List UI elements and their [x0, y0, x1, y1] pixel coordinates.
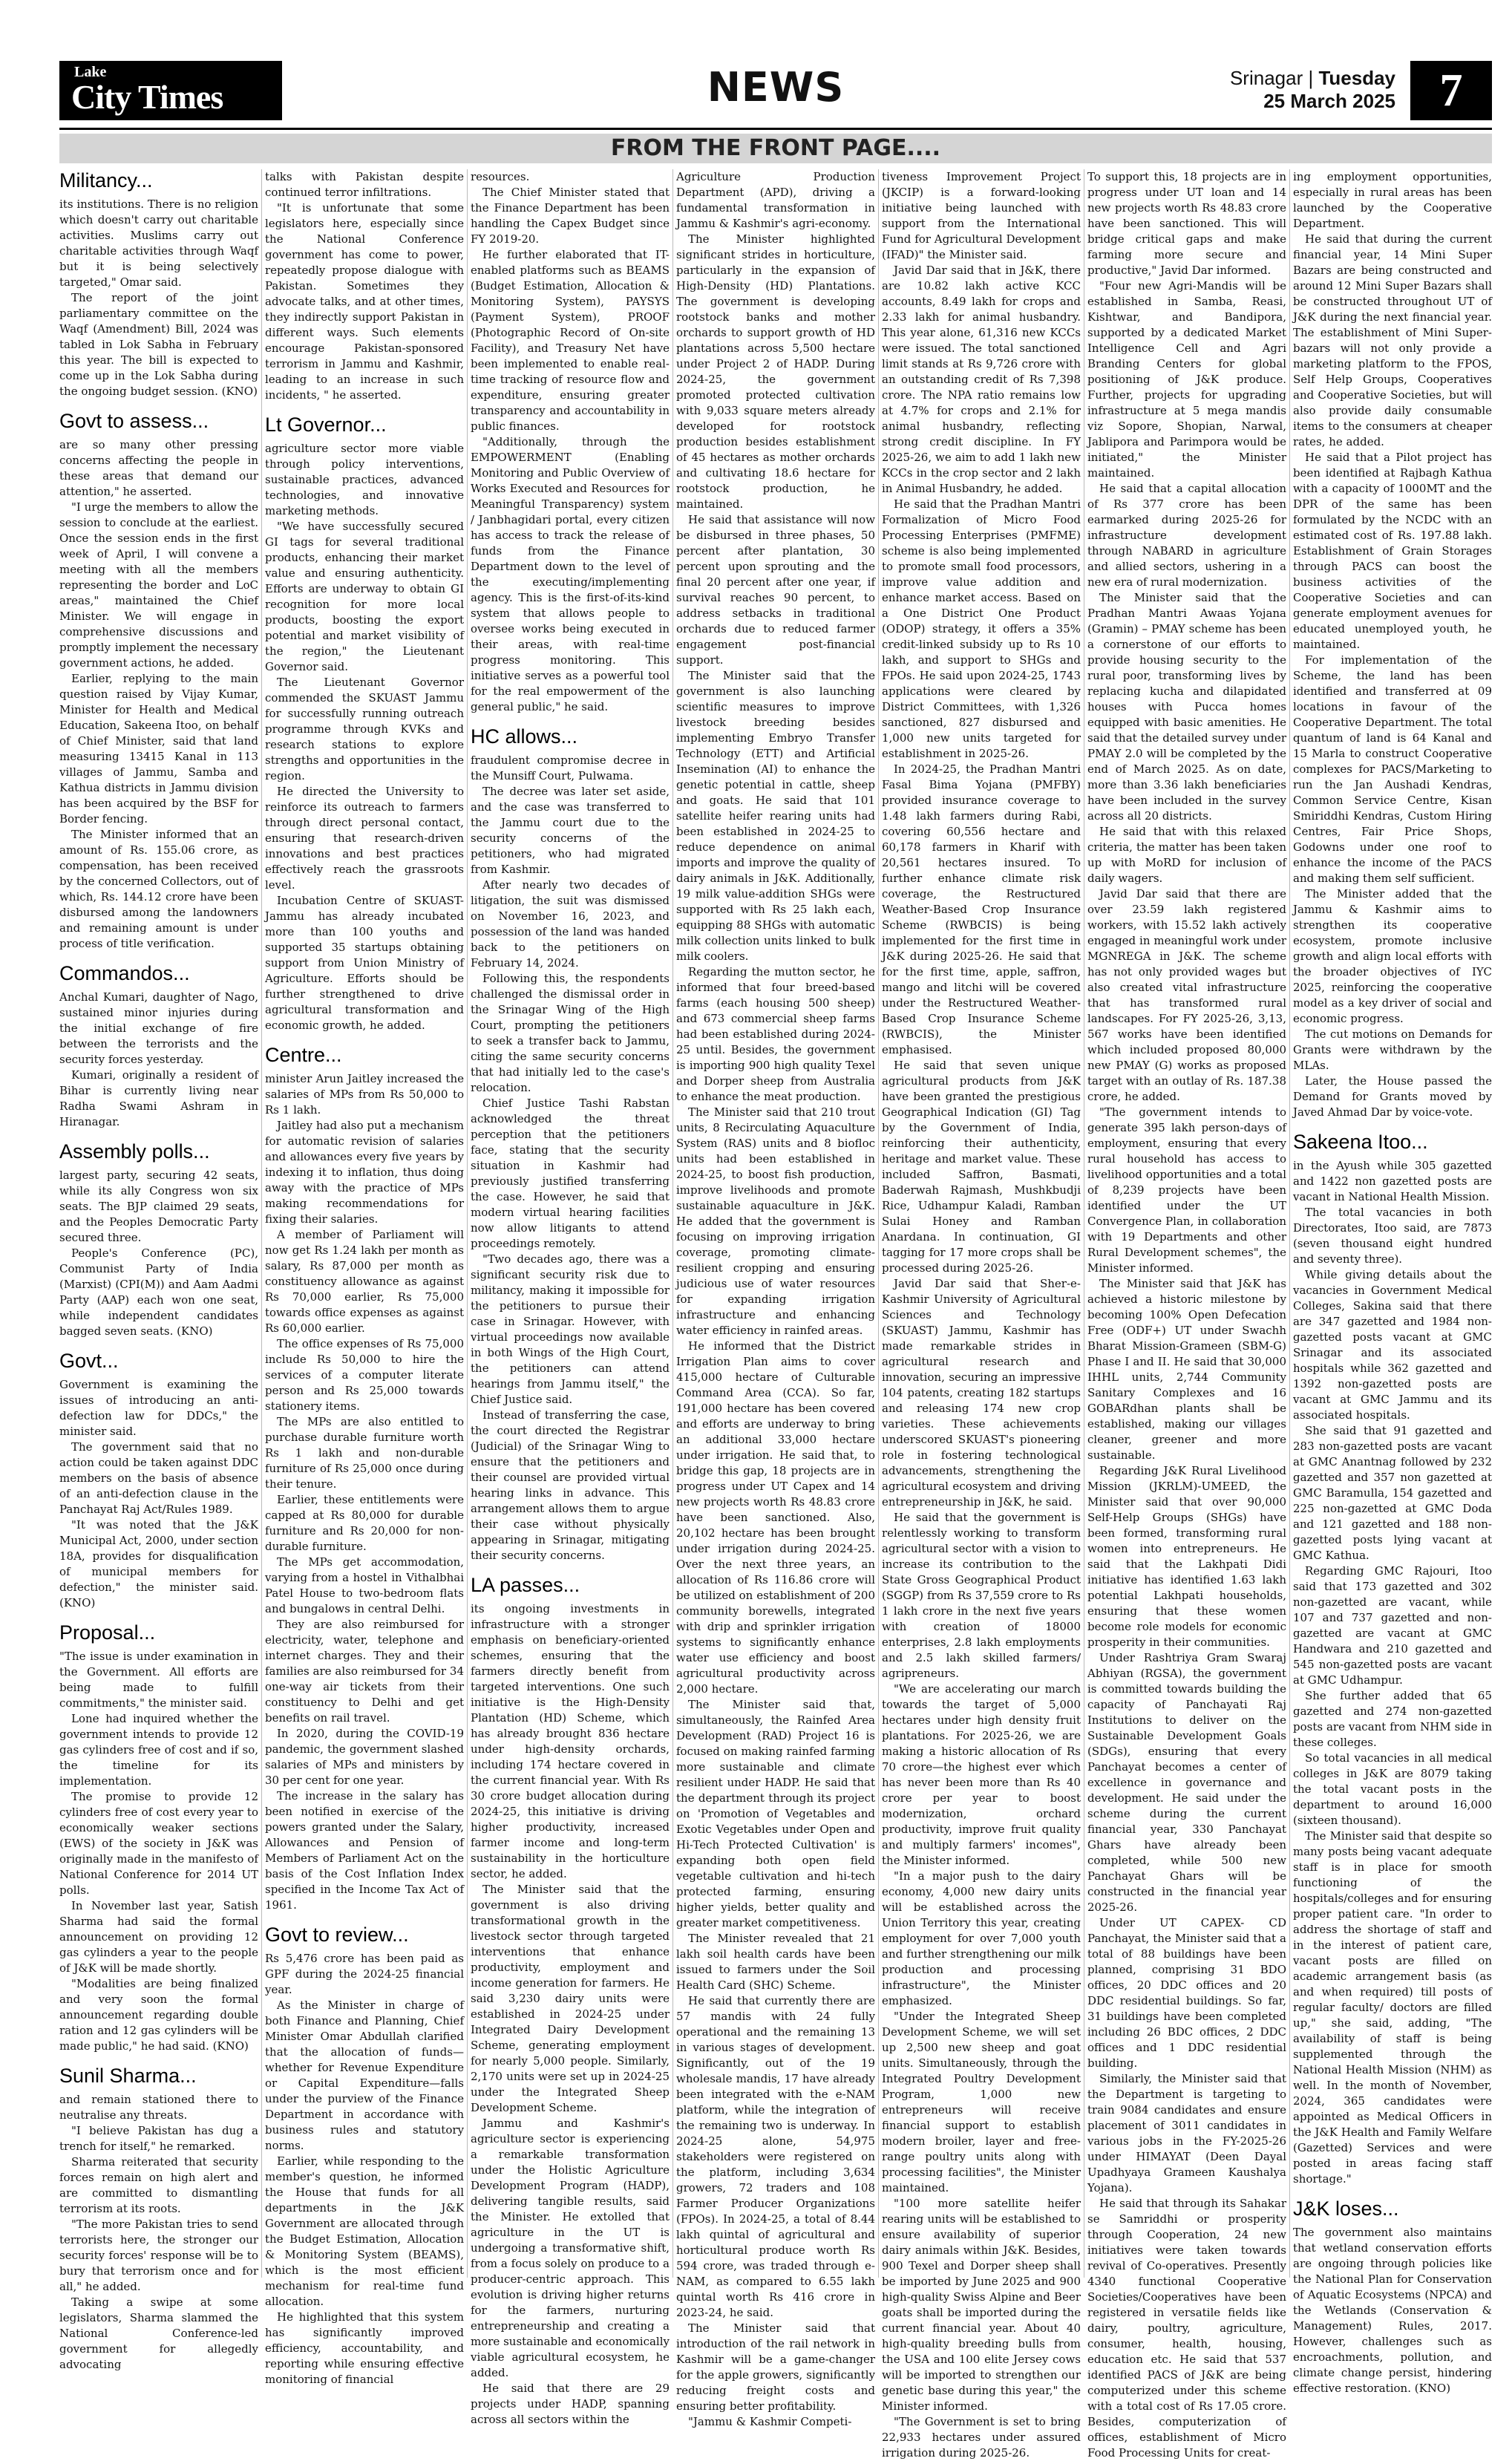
- story-paragraph: "Two decades ago, there was a significant security risk due to militancy, making it impossible for the petitioners to pursue their case in Srinagar. However, with virtual proceedings now available in both Wings of the High Court, the petitioners can attend hearings from Jammu itself," the Chief Justice said.: [471, 1252, 670, 1406]
- story-paragraph: He said that seven unique agricultural products from J&K have been granted the prestigious Geographical Indication (GI) Tag by the Government of India, reinforcing their authenticity, heritage and market value. These included Saffron, Basmati, Baderwah Rajmash, Mushkbudji Rice, Udhampur Kaladi, Ramban Sulai Honey and Ramban Anardana. In continuation, GI tagging for 17 more crops shall be processed during 2025-26.: [882, 1059, 1081, 1275]
- column: [265, 169, 464, 2386]
- story-paragraph: "Under the Integrated Sheep Development Scheme, we will set up 2,500 new sheep and goat units. Simultaneously, through the Integrated Poultry Development Program, 1,000 new entrepreneurs will receive financial support to establish modern broiler, layer and free-range poultry units along with processing facilities", the Minister maintained.: [882, 2010, 1081, 2194]
- story-paragraph: For implementation of the Scheme, the land has been identified and transferred at 09 locations in favour of the Cooperative Department. The total quantum of land is 64 Kanal and 15 Marla to construct Cooperative complexes for PACS/Marketing to run the Jan Aushadi Kendras, Common Service Centre, Kisan Smiriddhi Kendras, Custom Hiring Centres, Fair Price Shops, Godowns under one roof to enhance the income of the PACS and making them self sufficient.: [1293, 653, 1492, 885]
- story-paragraph: After nearly two decades of litigation, the suit was dismissed on November 16, 2023, and possession of the land was handed back to the petitioners on February 14, 2024.: [471, 878, 670, 970]
- story-paragraph: They are also reimbursed for electricity, water, telephone and internet charges. They and their families are also reimbursed for 34 one-way air tickets from their constituency to Delhi and get benefits on rail travel.: [265, 1618, 464, 1725]
- story-paragraph: In 2020, during the COVID-19 pandemic, the government slashed salaries of MPs and ministers by 30 per cent for one year.: [265, 1727, 464, 1787]
- story-paragraph: "Four new Agri-Mandis will be established in Samba, Reasi, Kishtwar, and Bandipora, supported by a dedicated Market Intelligence Cell and Agri Branding Centers for global positioning of J&K produce. Further, projects for upgrading infrastructure at 5 mega mandis viz Sopore, Shopian, Narwal, Jablipora and Parimpora would be initiated," the Minister maintained.: [1087, 279, 1286, 480]
- story-paragraph: He said that a Pilot project has been identified at Rajbagh Kathua with a capacity of 1000MT and the DPR of the same has been formulated by the NCDC with an estimated cost of Rs. 197.88 lakh. Establishment of Grain Storages through PACS can boost the business activities of the Cooperative Societies and can generate employment avenues for educated unemployed youth, he maintained.: [1293, 451, 1492, 651]
- story-paragraph: He said that the Pradhan Mantri Formalization of Micro Food Processing Enterprises (PMFME) scheme is also being implemented to promote small food processors, improve value addition and enhance market access. Based on a One District One Product (ODOP) strategy, it offers a 35% credit-linked subsidy up to Rs 10 lakh, and support to SHGs and FPOs. He said upon 2024-25, 1743 applications were cleared by District Committees, with 1,326 sanctioned, 827 disbursed and 1,000 new units targeted for establishment in 2025-26.: [882, 497, 1081, 760]
- story-paragraph: agriculture sector more viable through policy interventions, sustainable practices, advanced technologies, and innovative marketing methods.: [265, 442, 464, 517]
- story-paragraph: "Jammu & Kashmir Competi-: [688, 2415, 852, 2428]
- story-paragraph: fraudulent compromise decree in the Munsiff Court, Pulwama.: [471, 754, 670, 782]
- story-paragraph: In November last year, Satish Sharma had said the formal announcement on providing 12 gas cylinders a year to the people of J&K will be made shortly.: [59, 1899, 258, 1975]
- story-paragraph: The Minister said that 210 trout units, 8 Recirculating Aquaculture System (RAS) units and 8 biofloc units had been established in 2024-25, to boost fish production, improve livelihoods and promote sustainable aquaculture in J&K. He added that the government is focusing on improving irrigation coverage, promoting climate-resilient cropping and ensuring judicious use of water resources for expanding irrigation infrastructure and enhancing water efficiency in rainfed areas.: [676, 1105, 875, 1337]
- column-divider: [878, 169, 879, 2278]
- logo-small-text: Lake: [74, 64, 107, 80]
- story-paragraph: He said that through its Sahakar se Samriddhi or prosperity through Cooperation, 24 new initiatives were taken towards revival of Co-operatives. Presently 4340 functional Cooperative Societies/Cooperatives have been registered in versatile fields like dairy, poultry, agriculture, consumer, health, housing, education etc. He said that 537 identified PACS of J&K are being computerized under this scheme with a total cost of Rs 17.05 crore. Besides, computerization of offices, establishment of Micro Food Processing Units for creat-: [1087, 2197, 1286, 2460]
- dateline-date: 25 March 2025: [1263, 90, 1395, 112]
- story-paragraph: Earlier, while responding to the member's question, he informed the House that funds for all departments in the J&K Government are allocated through the Budget Estimation, Allocation & Monitoring System (BEAMS), which is the most efficient mechanism for real-time fund allocation.: [265, 2154, 464, 2308]
- column-divider: [672, 169, 673, 2278]
- story-paragraph: "The issue is under examination in the Government. All efforts are being made to fulfill commitments," the minister said.: [59, 1650, 258, 1710]
- story-paragraph: "It was noted that the J&K Municipal Act, 2000, under section 18A, provides for disqualification of municipal members for defection," the minister said. (KNO): [59, 1518, 258, 1609]
- story-paragraph: Under UT CAPEX- CD Panchayat, the Minister said that a total of 88 buildings have been planned, comprising 31 BDO offices, 20 DDC offices and 20 DDC residential buildings. So far, 31 buildings have been completed including 26 BDC offices, 2 DDC offices and 1 DDC residential building.: [1087, 1916, 1286, 2070]
- column-divider: [261, 169, 262, 2278]
- column-divider: [467, 169, 468, 2278]
- story-paragraph: Jaitley had also put a mechanism for automatic revision of salaries and allowances every five years by indexing it to inflation, thus doing away with the practice of MPs making recommendations for fixing their salaries.: [265, 1119, 464, 1226]
- story-paragraph: He said that with this relaxed criteria, the matter has been taken up with MoRD for inclusion of daily wagers.: [1087, 825, 1286, 885]
- story-paragraph: The MPs get accommodation, varying from a hostel in Vithalbhai Patel House to two-bedroom flats and bungalows in central Delhi.: [265, 1555, 464, 1615]
- story-heading: Govt to assess...: [59, 410, 209, 432]
- story-paragraph: The Minister said that introduction of the rail network in Kashmir will be a game-changer for the apple growers, significantly reducing freight costs and ensuring better profitability.: [676, 2321, 875, 2413]
- story-paragraph: He said that assistance will now be disbursed in three phases, 50 percent after plantation, 30 percent upon sprouting and the final 20 percent after one year, if survival reaches 90 percent, to address setbacks in traditional orchards due to reduced farmer engagement post-financial support.: [676, 513, 875, 667]
- story-paragraph: Taking a swipe at some legislators, Sharma slammed the National Conference-led government for allegedly advocating: [59, 2295, 258, 2371]
- story-paragraph: The Minister revealed that 21 lakh soil health cards have been issued to farmers under the Soil Health Card (SHC) Scheme.: [676, 1932, 875, 1992]
- story-paragraph: Regarding the mutton sector, he informed that four breed-based farms (each housing 500 sheep) and 673 commercial sheep farms had been established during 2024-25 until. Besides, the government is importing 900 high quality Texel and Dorper sheep from Australia to enhance the meat production.: [676, 965, 875, 1103]
- dateline-city: Srinagar |: [1229, 67, 1319, 89]
- story-paragraph: "100 more satellite heifer rearing units will be established to ensure availability of superior dairy animals within J&K. Besides, 900 Texel and Dorper sheep shall be imported by June 2025 and 900 high-quality Swiss Alpine and Beer goats shall be imported during the current financial year. About 40 high-quality breeding bulls from the USA and 100 elite Jersey cows will be imported to strengthen our genetic base during this year," the Minister informed.: [882, 2197, 1081, 2413]
- story-paragraph: "We have successfully secured GI tags for several traditional products, enhancing their market value and ensuring authenticity. Efforts are underway to obtain GI recognition for more local products, boosting the export potential and market visibility of the region," the Lieutenant Governor said.: [265, 520, 464, 673]
- story-paragraph: "I urge the members to allow the session to conclude at the earliest. Once the session ends in the first week of April, I will convene a meeting with all the members representing the border and LoC areas," maintained the Chief Minister. We will engage in comprehensive discussions and promptly implement the necessary government actions, he added.: [59, 500, 259, 670]
- masthead: [59, 59, 1492, 130]
- story-paragraph: He said that currently there are 57 mandis with 24 fully operational and the remaining 13 in various stages of development. Significantly, out of the 19 wholesale mandis, 17 have already been integrated with the e-NAM platform, while the integration of the remaining two is underway. In 2024-25 alone, 54,975 stakeholders were registered on the platform, including 3,634 growers, 72 traders and 108 Farmer Producer Organizations (FPOs). In 2024-25, a total of 8.44 lakh quintal of agricultural and horticultural produce worth Rs 594 crore, was traded through e-NAM, as compared to 6.55 lakh quintal worth Rs 416 crore in 2023-24, he said.: [676, 1994, 875, 2319]
- page-number: 7: [1410, 61, 1492, 120]
- story-paragraph: "Modalities are being finalized and very soon the formal announcement regarding double ration and 12 gas cylinders will be made public," he had said. (KNO): [59, 1977, 258, 2053]
- story-paragraph: its ongoing investments in infrastructure with a stronger emphasis on beneficiary-oriented schemes, ensuring that the farmers directly benefit from targeted interventions. One such initiative is the High-Density Plantation (HD) Scheme, which has already brought 836 hectare under high-density orchards, including 174 hectare covered in the current financial year. With Rs 30 crore budget allocation during 2024-25, this initiative is driving higher productivity, increased farmer income and long-term sustainability in the horticulture sector, he added.: [471, 1602, 670, 1880]
- story-paragraph: The office expenses of Rs 75,000 include Rs 50,000 to hire the services of a computer literate person and Rs 25,000 towards stationery items.: [265, 1337, 464, 1413]
- story-paragraph: The Minister said that the Pradhan Mantri Awaas Yojana (Gramin) – PMAY scheme has been a cornerstone of our efforts to provide housing security to the rural poor, transforming lives by replacing kucha and dilapidated houses with Pucca homes equipped with basic amenities. He said that the detailed survey under PMAY 2.0 will be completed by the end of March 2025. As on date, more than 3.36 lakh beneficiaries have been included in the survey across all 20 districts.: [1087, 591, 1286, 823]
- column: [1293, 169, 1492, 2395]
- story-paragraph: resources.: [471, 170, 530, 183]
- story-paragraph: So total vacancies in all medical colleges in J&K are 8079 taking the total vacant posts in the department to around 16,000 (sixteen thousand).: [1293, 1751, 1492, 1827]
- story-paragraph: In 2024-25, the Pradhan Mantri Fasal Bima Yojana (PMFBY) provided insurance coverage to 1.48 lakh farmers during Rabi, covering 60,556 hectare and 60,178 farmers in Kharif with 20,561 hectares insured. To further enhance climate risk coverage, the Restructured Weather-Based Crop Insurance Scheme (RWBCIS) is being implemented for the first time in J&K during 2025-26. He said that for the first time, apple, saffron, mango and litchi will be covered under the Restructured Weather-Based Crop Insurance Scheme (RWBCIS), the Minister emphasised.: [882, 762, 1081, 1056]
- story-paragraph: The Minister highlighted significant strides in horticulture, particularly in the expansion of High-Density (HD) Plantations. The government is developing rootstock banks and mother orchards to support growth of HD plantations across 5,500 hectare under Project 2 of HADP. During 2024-25, the government promoted protected cultivation with 9,033 square meters already developed for rootstock production besides establishment of 45 hectares as mother orchards and cultivating 18.6 hectare for rootstock production, he maintained.: [676, 232, 875, 511]
- story-paragraph: The government also maintains that wetland conservation efforts are ongoing through policies like the National Plan for Conservation of Aquatic Ecosystems (NPCA) and the Wetlands (Conservation & Management) Rules, 2017. However, challenges such as encroachments, pollution, and climate change persist, hindering effective restoration. (KNO): [1293, 2226, 1492, 2395]
- story-paragraph: and remain stationed there to neutralise any threats.: [59, 2093, 258, 2122]
- story-paragraph: The promise to provide 12 cylinders free of cost every year to economically weaker sections (EWS) of the society in J&K was originally made in the manifesto of National Conference for 2014 UT polls.: [59, 1790, 258, 1897]
- story-paragraph: While giving details about the vacancies in Government Medical Colleges, Sakina said that there are 347 gazetted and 1984 non-gazetted posts vacant at GMC Srinagar and its associated hospitals while 362 gazetted and 1392 non-gazetted posts are vacant at GMC Jammu and its associated hospitals.: [1293, 1268, 1492, 1422]
- story-paragraph: The Minister added that the Jammu & Kashmir aims to strengthen its cooperative ecosystem, promote inclusive growth and align local efforts with the broader objectives of IYC 2025, reinforcing the cooperative model as a key driver of social and economic progress.: [1293, 887, 1492, 1025]
- story-heading: Sunil Sharma...: [59, 2065, 197, 2087]
- story-heading: Lt Governor...: [265, 414, 387, 436]
- logo-big-text: City Times: [71, 78, 223, 116]
- story-paragraph: Following this, the respondents challenged the dismissal order in the Srinagar Wing of the High Court, prompting the petitioners to seek a transfer back to Jammu, citing the same security concerns that had initially led to the case's relocation.: [471, 972, 670, 1094]
- story-paragraph: Sharma reiterated that security forces remain on high alert and are committed to dismantling terrorism at its roots.: [59, 2155, 258, 2215]
- story-paragraph: Government is examining the issues of introducing an anti-defection law for DDCs," the minister said.: [59, 1378, 258, 1438]
- story-paragraph: in the Ayush while 305 gazetted and 1422 non gazetted posts are vacant in National Health Mission.: [1293, 1159, 1492, 1203]
- column-divider: [1289, 169, 1290, 2278]
- story-paragraph: People's Conference (PC), Communist Party of India (Marxist) (CPI(M)) and Aam Aadmi Party (AAP) each won one seat, while independent candidates bagged seven seats. (KNO): [59, 1246, 258, 1338]
- story-paragraph: "I believe Pakistan has dug a trench for itself," he remarked.: [59, 2124, 258, 2153]
- story-paragraph: tiveness Improvement Project (JKCIP) is a forward-looking initiative being launched with support from the International Fund for Agricultural Development (IFAD)" the Minister said.: [882, 170, 1081, 261]
- story-paragraph: He directed the University to reinforce its outreach to farmers through direct personal contact, ensuring that research-driven innovations and best practices effectively reach the grassroots level.: [265, 785, 464, 892]
- story-heading: LA passes...: [471, 1574, 580, 1596]
- story-heading: Govt to review...: [265, 1924, 409, 1946]
- story-paragraph: The Minister said that, simultaneously, the Rainfed Area Development (RAD) Project 16 is focused on making rainfed farming more sustainable and climate resilient under HADP. He said that the department through its project on 'Promotion of Vegetables and Exotic Vegetables under Open and Hi-Tech Protected Cultivation' is expanding both open field vegetable cultivation and hi-tech protected farming, ensuring higher yields, better quality and greater market competitiveness.: [676, 1698, 875, 1929]
- story-paragraph: "The Government is set to bring 22,933 hectares under assured irrigation during 2025-26.: [882, 2415, 1081, 2460]
- story-paragraph: The government said that no action could be taken against DDC members on the basis of absence of an anti-defection clause in the Panchayat Raj Act/Rules 1989.: [59, 1440, 258, 1516]
- story-paragraph: The cut motions on Demands for Grants were withdrawn by the MLAs.: [1293, 1027, 1492, 1072]
- story-paragraph: He said that there are 29 projects under HADP, spanning across all sectors within the: [471, 2382, 670, 2426]
- story-paragraph: "We are accelerating our march towards the target of 5,000 hectares under high density fruit plantations. For 2025-26, we are making a historic allocation of Rs 70 crore—the highest ever which has never been more than Rs 40 crore per year to boost modernization, orchard productivity, improve fruit quality and multiply farmers' incomes", the Minister informed.: [882, 1682, 1081, 1867]
- story-paragraph: Regarding GMC Rajouri, Itoo said that 173 gazetted and 302 non-gazetted are vacant, while 107 and 737 gazetted and non-gazetted are vacant at GMC Handwara and 210 gazetted and 545 non-gazetted posts are vacant at GMC Udhampur.: [1293, 1564, 1492, 1687]
- story-paragraph: "It is unfortunate that some legislators here, especially since the National Conference government has come to power, repeatedly propose dialogue with Pakistan. Sometimes they advocate talks, and at other times, they indirectly support Pakistan in different ways. Such elements encourage Pakistan-sponsored terrorism in Jammu and Kashmir, leading to an increase in such incidents, " he asserted.: [265, 201, 464, 402]
- story-paragraph: The Minister informed that an amount of Rs. 155.06 crore, as compensation, has been received by the concerned Collectors, out of which, Rs. 144.12 crore have been disbursed among the landowners and remaining amount is under process of title verification.: [59, 828, 258, 950]
- story-paragraph: Regarding J&K Rural Livelihood Mission (JKRLM)-UMEED, the Minister said that over 90,000 Self-Help Groups (SHGs) have been formed, transforming rural women into entrepreneurs. He said that the Lakhpati Didi initiative has identified 1.63 lakh potential Lakhpati households, ensuring that these women become role models for economic prosperity in their communities.: [1087, 1464, 1286, 1649]
- column: [882, 169, 1081, 2460]
- story-paragraph: its institutions. There is no religion which doesn't carry out charitable activities. Muslims carry out charitable activities through Waqf but it is being selectively targeted," Omar said.: [59, 197, 258, 289]
- story-paragraph: He informed that the District Irrigation Plan aims to cover 415,000 hectare of Culturable Command Area (CCA). So far, 191,000 hectare has been covered and efforts are underway to bring an additional 33,000 hectare under irrigation. He said that, to bridge this gap, 18 projects are in progress under UT Capex and 14 new projects worth Rs 48.83 crore have been sanctioned. Also, 20,102 hectare has been brought under irrigation during 2024-25. Over the next three years, an allocation of Rs 116.86 crore will be utilized on establishment of 200 community borewells, integrated with drip and sprinkler irrigation systems to significantly enhance water use efficiency and boost agricultural productivity across 2,000 hectare.: [676, 1339, 875, 1696]
- story-paragraph: largest party, securing 42 seats, while its ally Congress won six seats. The BJP claimed 29 seats, and the Peoples Democratic Party secured three.: [59, 1169, 258, 1244]
- story-paragraph: The Minister said that the government is also launching scientific measures to improve livestock breeding besides implementing Embryo Transfer Technology (ETT) and Artificial Insemination (AI) to enhance the genetic potential in cattle, sheep and goats. He said that 101 satellite heifer rearing units had been established in 2024-25 to reduce dependence on animal imports and improve the quality of dairy animals in J&K. Additionally, 19 milk value-addition SHGs were supported with Rs 25 lakh each, equipping 88 SHGs with automatic milk collection units linked to bulk milk coolers.: [676, 669, 875, 963]
- story-heading: Sakeena Itoo...: [1293, 1131, 1428, 1153]
- story-heading: Proposal...: [59, 1621, 156, 1644]
- story-paragraph: The report of the joint parliamentary committee on the Waqf (Amendment) Bill, 2024 was tabled in Lok Sabha in February this year. The bill is expected to come up in the Lok Sabha during the ongoing budget session. (KNO): [59, 291, 258, 398]
- story-paragraph: The increase in the salary has been notified in exercise of the powers granted under the Salary, Allowances and Pension of Members of Parliament Act on the basis of the Cost Inflation Index specified in the Income Tax Act of 1961.: [265, 1789, 464, 1912]
- story-paragraph: ing employment opportunities, especially in rural areas has been launched by the Cooperative Department.: [1293, 170, 1492, 230]
- story-paragraph: Earlier, these entitlements were capped at Rs 80,000 for durable furniture and Rs 20,000 for non-durable furniture.: [265, 1493, 464, 1553]
- story-paragraph: Later, the House passed the Demand for Grants moved by Javed Ahmad Dar by voice-vote.: [1293, 1074, 1492, 1119]
- story-paragraph: The Lieutenant Governor commended the SKUAST Jammu for successfully running outreach programme through KVKs and research stations to explore strengths and opportunities in the region.: [265, 676, 464, 782]
- column: [59, 169, 259, 2371]
- dateline-day: Tuesday: [1318, 67, 1395, 89]
- story-heading: Commandos...: [59, 962, 190, 984]
- story-paragraph: "In a major push to the dairy economy, 4,000 new dairy units will be established across the Union Territory this year, creating employment for over 7,000 youth and further strengthening our milk production and processing infrastructure", the Minister emphasized.: [882, 1869, 1081, 2007]
- story-paragraph: The decree was later set aside, and the case was transferred to the Jammu court due to the security concerns of the petitioners, who had migrated from Kashmir.: [471, 785, 670, 876]
- story-paragraph: Chief Justice Tashi Rabstan acknowledged the threat perception that the petitioners face, stating that the security situation in Kashmir had previously justified transferring the case. However, he said that modern virtual hearing facilities now allow litigants to attend proceedings remotely.: [471, 1096, 670, 1250]
- column: [676, 169, 875, 2428]
- column: [1087, 169, 1286, 2460]
- section-title: NEWS: [707, 64, 845, 111]
- story-heading: J&K loses...: [1293, 2197, 1399, 2220]
- column: [471, 169, 670, 2426]
- story-paragraph: Earlier, replying to the main question raised by Vijay Kumar, Minister for Health and Medical Education, Sakeena Itoo, on behalf of Chief Minister, said that land measuring 13415 Kanal in 113 villages of Jammu, Samba and Kathua districts in Jammu division has been acquired by the BSF for Border fencing.: [59, 672, 258, 826]
- story-heading: Centre...: [265, 1044, 342, 1066]
- story-paragraph: The Minister said that the government is also driving transformational growth in the livestock sector through targeted interventions that enhance productivity, employment and income generation for farmers. He said 3,230 dairy units were established in 2024-25 under Integrated Dairy Development Scheme, generating employment for nearly 5,000 people. Similarly, 2,170 units were set up in 2024-25 under the Integrated Sheep Development Scheme.: [471, 1883, 670, 2114]
- story-paragraph: He further elaborated that IT-enabled platforms such as BEAMS (Budget Estimation, Allocation & Monitoring System), PAYSYS (Payment System), PROOF (Photographic Record of On-site Facility), and Treasury Net have been implemented to enable real-time tracking of resource flow and expenditure, ensuring greater transparency and accountability in public finances.: [471, 248, 670, 433]
- story-paragraph: talks with Pakistan despite continued terror infiltrations.: [265, 170, 464, 199]
- story-paragraph: Rs 5,476 crore has been paid as GPF during the 2024-25 financial year.: [265, 1952, 464, 1996]
- story-paragraph: Similarly, the Minister said that the Department is targeting to train 9084 candidates and ensure placement of 3011 candidates in various jobs in the FY-2025-26 under HIMAYAT (Deen Dayal Upadhyaya Grameen Kaushalya Yojana).: [1087, 2072, 1286, 2194]
- story-paragraph: She said that 91 gazetted and 283 non-gazetted posts are vacant at GMC Anantnag followed by 232 gazetted and 357 non gazetted at GMC Baramulla, 154 gazetted and 225 non-gazetted at GMC Doda and 121 gazetted and 188 non-gazetted posts lying vacant at GMC Kathua.: [1293, 1424, 1492, 1562]
- story-paragraph: Anchal Kumari, daughter of Nago, sustained minor injuries during the initial exchange of fire between the terrorists and the security forces yesterday.: [59, 990, 258, 1066]
- story-paragraph: Javid Dar said that there are over 23.59 lakh registered workers, with 15.52 lakh actively engaged in meaningful work under MGNREGA in J&K. The scheme has not only provided wages but also created vital infrastructure that has transformed rural landscapes. For FY 2025-26, 3,13, 567 works have been identified which included proposed 80,000 new PMAY (G) works as proposed target with an outlay of Rs. 187.38 crore, he added.: [1087, 887, 1286, 1103]
- story-paragraph: The Chief Minister stated that the Finance Department has been handling the Capex Budget since FY 2019-20.: [471, 186, 670, 246]
- story-paragraph: A member of Parliament will now get Rs 1.24 lakh per month as salary, Rs 87,000 per month as constituency allowance as against Rs 70,000 earlier, Rs 75,000 towards office expenses as against Rs 60,000 earlier.: [265, 1228, 464, 1335]
- story-paragraph: Javid Dar said that in J&K, there are 10.82 lakh active KCC accounts, 8.49 lakh for crops and 2.33 lakh for animal husbandry. This year alone, 61,316 new KCCs were issued. The total sanctioned limit stands at Rs 9,726 crore with an outstanding credit of Rs 7,398 crore. The NPA ratio remains low at 4.7% for crops and 2.1% for animal husbandry, reflecting strong credit discipline. In FY 2025-26, we aim to add 1 lakh new KCCs in the crop sector and 2 lakh in Animal Husbandry, he added.: [882, 264, 1081, 495]
- story-heading: Militancy...: [59, 169, 153, 192]
- story-heading: Govt...: [59, 1350, 119, 1372]
- story-paragraph: Javid Dar said that Sher-e-Kashmir University of Agricultural Sciences and Technology (SKUAST) Jammu, Kashmir has made remarkable strides in agricultural research and innovation, securing an impressive 104 patents, creating 182 startups and releasing 174 new crop varieties. These achievements underscored SKUAST's pioneering role in fostering technological advancements, strengthening the agricultural ecosystem and driving entrepreneurship in J&K, he said.: [882, 1277, 1081, 1509]
- front-page-banner: FROM THE FRONT PAGE....: [59, 134, 1492, 163]
- story-paragraph: "The more Pakistan tries to send terrorists here, the stronger our security forces' response will be to bury that terrorism once and for all," he added.: [59, 2217, 258, 2293]
- story-paragraph: She further added that 65 gazetted and 274 non-gazetted posts are vacant from NHM side in these colleges.: [1293, 1689, 1492, 1749]
- story-paragraph: The Minister said that J&K has achieved a historic milestone by becoming 100% Open Defecation Free (ODF+) UT under Swachh Bharat Mission-Grameen (SBM-G) Phase I and II. He said that 30,000 IHHL units, 2,744 Community Sanitary Complexes and 16 GOBARdhan plants shall be established, making our villages cleaner, greener and more sustainable.: [1087, 1277, 1286, 1462]
- story-paragraph: The MPs are also entitled to purchase durable furniture worth Rs 1 lakh and non-durable furniture of Rs 25,000 once during their tenure.: [265, 1415, 464, 1491]
- story-paragraph: He highlighted that this system has significantly improved efficiency, accountability, and reporting while ensuring effective monitoring of financial: [265, 2310, 464, 2386]
- story-paragraph: "Additionally, through the EMPOWERMENT (Enabling Monitoring and Public Overview of Works Executed and Resources for Meaningful Transparency) system / Janbhagidari portal, every citizen has access to track the release of funds from the Finance Department down to the level of the executing/implementing agency. This is the first-of-its-kind system that allows people to oversee works being executed in their areas, with real-time progress monitoring. This initiative serves as a powerful tool for the real empowerment of the general public," he said.: [471, 435, 670, 713]
- story-paragraph: He said that a capital allocation of Rs 377 crore has been earmarked during 2025-26 for infrastructure development through NABARD in agriculture and allied sectors, ushering in a new era of rural modernization.: [1087, 482, 1286, 589]
- story-paragraph: Lone had inquired whether the government intends to provide 12 gas cylinders free of cost and if so, the timeline for its implementation.: [59, 1712, 258, 1788]
- story-paragraph: are so many other pressing concerns affecting the people in these areas that demand our attention," he asserted.: [59, 438, 258, 498]
- story-paragraph: The Minister said that despite so many posts being vacant adequate staff is in place for smooth functioning of the hospitals/colleges and for ensuring proper patient care. "In order to address the shortage of staff and in the interest of patient care, vacant posts are filled on academic arrangement basis (as and when required) till posts of regular faculty/ doctors are filled up," she said, adding, "The availability of staff is being supplemented through the National Health Mission (NHM) as well. In the month of November, 2024, 365 candidates were appointed as Medical Officers in the J&K Health and Family Welfare (Gazetted) Services and were posted in areas facing staff shortage.": [1293, 1829, 1492, 2186]
- story-heading: HC allows...: [471, 725, 578, 748]
- story-heading: Assembly polls...: [59, 1140, 210, 1163]
- dateline: [1230, 67, 1395, 113]
- story-paragraph: To support this, 18 projects are in progress under UT loan and 14 new projects worth Rs 48.83 crore have been sanctioned. This will bridge critical gaps and make farming more secure and productive," Javid Dar informed.: [1087, 170, 1286, 277]
- story-paragraph: "The government intends to generate 395 lakh person-days of employment, ensuring that every rural household has access to livelihood opportunities and a total of 8,239 projects have been identified under the UT Convergence Plan, in collaboration with 19 Departments and other Rural Development schemes", the Minister informed.: [1087, 1105, 1286, 1275]
- story-paragraph: He said that during the current financial year, 14 Mini Super Bazars are being constructed and around 12 Mini Super Bazars shall be constructed throughout UT of J&K during the next financial year. The establishment of Mini Super-bazars will not only provide a marketing platform to the FPOS, Self Help Groups, Cooperatives and Cooperative Societies, but will also provide daily consumable items to the consumers at cheaper rates, he added.: [1293, 232, 1492, 448]
- story-paragraph: Jammu and Kashmir's agriculture sector is experiencing a remarkable transformation under the Holistic Agriculture Development Program (HADP), delivering tangible results, said the Minister. He extolled that agriculture in the UT is undergoing a transformative shift, from a focus solely on produce to a producer-centric approach. This evolution is driving higher returns for the farmers, nurturing entrepreneurship and creating a more sustainable and economically viable agricultural ecosystem, he added.: [471, 2117, 670, 2379]
- story-paragraph: minister Arun Jaitley increased the salaries of MPs from Rs 50,000 to Rs 1 lakh.: [265, 1072, 464, 1117]
- story-paragraph: Kumari, originally a resident of Bihar is currently living near Radha Swami Ashram in Hiranagar.: [59, 1068, 258, 1128]
- story-paragraph: Instead of transferring the case, the court directed the Registrar (Judicial) of the Srinagar Wing to ensure that the petitioners and their counsel are provided virtual hearing links in advance. This arrangement allows them to argue their case without physically appearing in Srinagar, mitigating their security concerns.: [471, 1408, 670, 1562]
- story-paragraph: He said that the government is relentlessly working to transform agricultural sector with a vision to increase its contribution to the State Gross Geographical Product (SGGP) from Rs 37,559 crore to Rs 1 lakh crore in the next five years with creation of 18000 enterprises, 2.8 lakh employments and 2.5 lakh skilled farmers/ agripreneurs.: [882, 1511, 1081, 1680]
- story-paragraph: Incubation Centre of SKUAST-Jammu has already incubated more than 100 youths and supported 35 startups obtaining support from Union Ministry of Agriculture. Efforts should be further strengthened to drive agricultural transformation and economic growth, he added.: [265, 894, 464, 1032]
- story-paragraph: As the Minister in charge of both Finance and Planning, Chief Minister Omar Abdullah clarified that the allocation of funds—whether for Revenue Expenditure or Capital Expenditure—falls under the purview of the Finance Department in accordance with business rules and statutory norms.: [265, 1998, 464, 2152]
- story-paragraph: Under Rashtriya Gram Swaraj Abhiyan (RGSA), the government is committed towards building the capacity of Panchayati Raj Institutions to deliver on the Sustainable Development Goals (SDGs), ensuring that every Panchayat becomes a center of excellence in governance and development. He said under the scheme during the current financial year, 330 Panchayat Ghars have already been completed, while 500 new Panchayat Ghars will be constructed in the financial year 2025-26.: [1087, 1651, 1286, 1914]
- story-paragraph: Agriculture Production Department (APD), driving a fundamental transformation in Jammu & Kashmir's agri-economy.: [676, 170, 875, 230]
- story-paragraph: The total vacancies in both Directorates, Itoo said, are 7873 (seven thousand eight hundred and seventy three).: [1293, 1206, 1492, 1266]
